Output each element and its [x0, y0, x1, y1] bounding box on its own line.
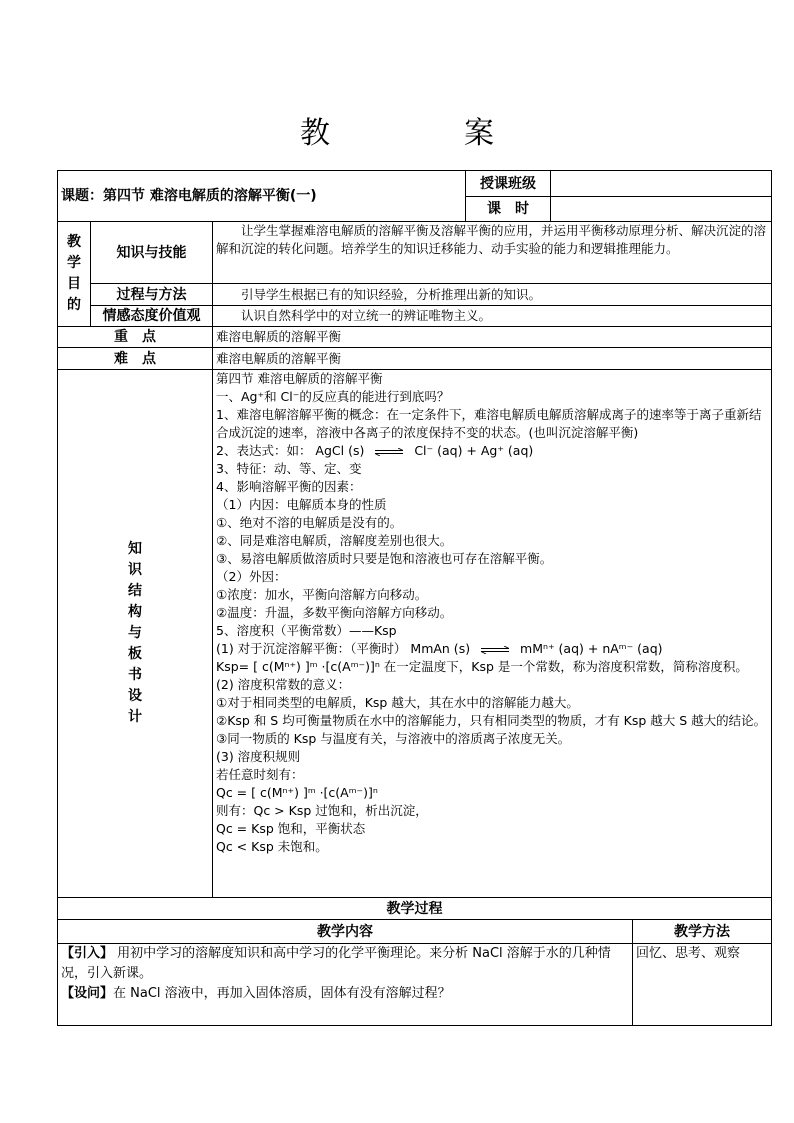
objective-label-knowledge: 知识与技能: [91, 222, 213, 284]
kline-1: 第四节 难溶电解质的溶解平衡: [216, 371, 383, 386]
objective-text-attitude: 认识自然科学中的对立统一的辨证唯物主义。: [213, 306, 772, 327]
kline-19: ②Ksp 和 S 均可衡量物质在水中的溶解能力，只有相同类型的物质，才有 Ksp 越大 S 越大的结论。: [216, 713, 767, 728]
kline-25: Qc = Ksp 饱和，平衡状态: [216, 821, 366, 836]
knowledge-group-label: 知 识 结 构 与 板 书 设 计: [58, 370, 213, 898]
kline-6: 4、影响溶解平衡的因素：: [216, 479, 362, 494]
lesson-plan-table: [57, 170, 772, 1026]
lesson-title-cell: 课题：第四节 难溶电解质的溶解平衡(一): [58, 171, 466, 222]
method-text: 回忆、思考、观察: [633, 944, 772, 1026]
class-label: 授课班级: [466, 171, 551, 197]
kline-14: 5、溶度积（平衡常数）——Ksp: [216, 623, 397, 638]
process-title: 教学过程: [58, 898, 772, 920]
question-text: 在 NaCl 溶液中，再加入固体溶质，固体有没有溶解过程？: [113, 986, 451, 1001]
process-content: [58, 944, 633, 1026]
question-tag: 【设问】: [61, 986, 114, 1001]
kline-5: 3、特征：动、等、定、变: [216, 461, 362, 476]
period-value: [551, 197, 772, 222]
kline-8: ①、绝对不溶的电解质是没有的。: [216, 515, 403, 530]
intro-paragraph: [61, 944, 629, 984]
question-paragraph: [61, 984, 629, 1004]
objective-text-process: 引导学生根据已有的知识经验，分析推理出新的知识。: [213, 284, 772, 306]
kline-22: 若任意时刻有：: [216, 767, 304, 782]
kline-4: 2、表达式：如： AgCl (s) Cl⁻ (aq) + Ag⁺ (aq): [216, 443, 534, 458]
objective-label-attitude: 情感态度价值观: [91, 306, 213, 327]
kline-11: （2）外因：: [216, 569, 287, 584]
intro-tag: 【引入】: [61, 946, 114, 961]
method-header: 教学方法: [633, 920, 772, 944]
kline-16: Ksp= [ c(Mⁿ⁺) ]ᵐ ·[c(Aᵐ⁻)]ⁿ 在一定温度下，Ksp 是一个常数，称为溶度积常数，简称溶度积。: [216, 659, 748, 674]
kline-17: (2) 溶度积常数的意义：: [216, 677, 351, 692]
objective-label-process: 过程与方法: [91, 284, 213, 306]
difficult-point-text: 难溶电解质的溶解平衡: [213, 348, 772, 370]
kline-23: Qc = [ c(Mⁿ⁺) ]ᵐ ·[c(Aᵐ⁻)]ⁿ: [216, 785, 378, 800]
kline-9: ②、同是难溶电解质，溶解度差别也很大。: [216, 533, 453, 548]
knowledge-content: [213, 370, 772, 898]
key-point-text: 难溶电解质的溶解平衡: [213, 327, 772, 348]
document-title: 教 案: [300, 116, 546, 151]
kline-18: ①对于相同类型的电解质，Ksp 越大，其在水中的溶解能力越大。: [216, 695, 579, 710]
difficult-point-label: 难 点: [58, 348, 213, 370]
kline-15: (1) 对于沉淀溶解平衡：（平衡时） MmAn (s) mMⁿ⁺ (aq) + nAᵐ⁻ (aq): [216, 641, 663, 656]
content-header: 教学内容: [58, 920, 633, 944]
class-value: [551, 171, 772, 197]
intro-text: 用初中学习的溶解度知识和高中学习的化学平衡理论。来分析 NaCl 溶解于水的几种情况，引入新课。: [61, 946, 611, 981]
kline-26: Qc < Ksp 未饱和。: [216, 839, 328, 854]
period-label: 课 时: [466, 197, 551, 222]
kline-13: ②温度：升温，多数平衡向溶解方向移动。: [216, 605, 453, 620]
objectives-group-label: 教 学 目 的: [58, 222, 91, 327]
kline-10: ③、易溶电解质做溶质时只要是饱和溶液也可存在溶解平衡。: [216, 551, 553, 566]
kline-21: (3) 溶度积规则: [216, 749, 301, 764]
kline-12: ①浓度：加水，平衡向溶解方向移动。: [216, 587, 428, 602]
kline-7: （1）内因：电解质本身的性质: [216, 497, 387, 512]
equilibrium-arrow-icon: [480, 646, 510, 654]
kline-20: ③同一物质的 Ksp 与温度有关，与溶液中的溶质离子浓度无关。: [216, 731, 571, 746]
kline-3: 1、难溶电解溶解平衡的概念：在一定条件下，难溶电解质电解质溶解成离子的速率等于离子重新结合成沉淀的速率，溶液中各离子的浓度保持不变的状态。(也叫沉淀溶解平衡): [216, 407, 762, 440]
key-point-label: 重 点: [58, 327, 213, 348]
objective-text-knowledge: 让学生掌握难溶电解质的溶解平衡及溶解平衡的应用，并运用平衡移动原理分析、解决沉淀的溶解和沉淀的转化问题。培养学生的知识迁移能力、动手实验的能力和逻辑推理能力。: [213, 222, 772, 284]
kline-2: 一、Ag⁺和 Cl⁻的反应真的能进行到底吗？: [216, 389, 450, 404]
kline-24: 则有：Qc > Ksp 过饱和，析出沉淀，: [216, 803, 428, 818]
equilibrium-arrow-icon: [374, 448, 404, 456]
